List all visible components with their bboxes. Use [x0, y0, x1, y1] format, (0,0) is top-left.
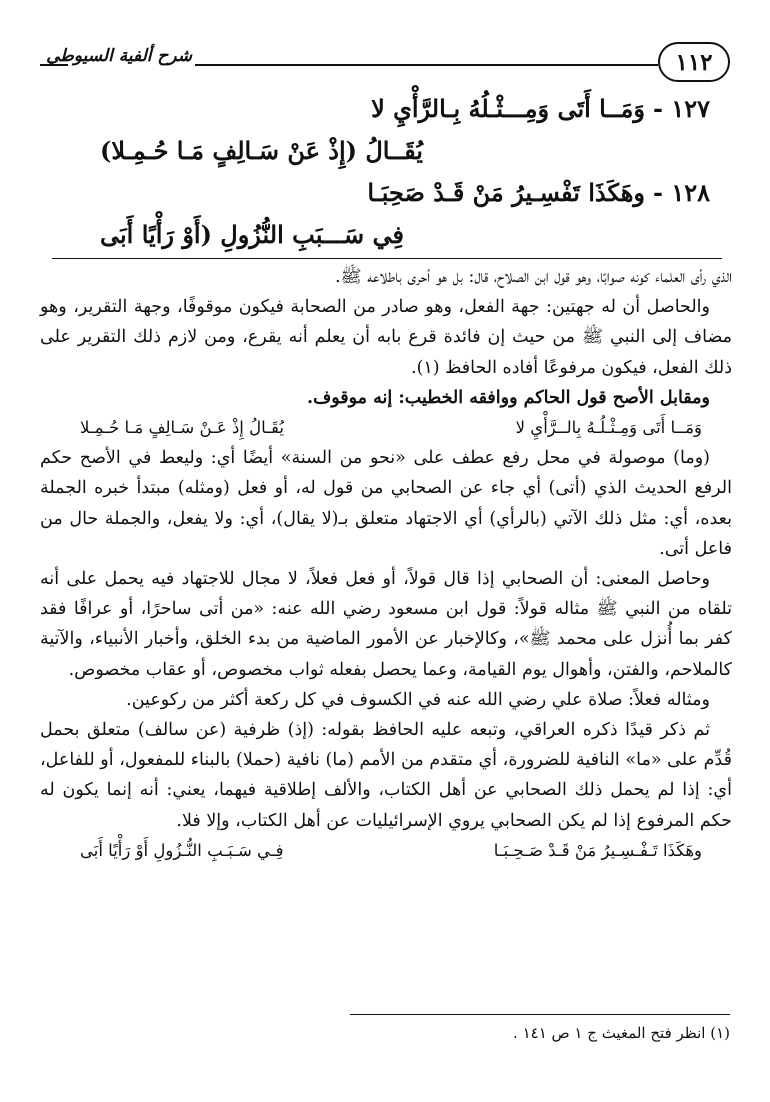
verse-text: يُقَــالُ (إِذْ عَنْ سَـالِفٍ مَـا حُـمِـلا)	[100, 136, 423, 165]
verse-number: ١٢٨ -	[653, 178, 710, 207]
verse-number: ١٢٧ -	[653, 94, 710, 123]
verse-text: وهَكَذَا تَفْسِـيرُ مَنْ قَـدْ صَحِبَـا	[367, 178, 645, 207]
inline-verse-left: يُقَـالُ إِذْ عَـنْ سَـالِفٍ مَـا حُـمِـلا	[80, 418, 284, 438]
verse-text: فِي سَـــبَبِ النُّزُولِ (أَوْ رَأْيًا أَبَى	[100, 220, 404, 249]
footnote-divider	[350, 1014, 730, 1015]
inline-verse-right: وَمَــا أَتَى وَمِـثْـلُـهُ بِالــرَّأْيِ لا	[515, 418, 702, 438]
verse-128-second	[60, 214, 720, 256]
book-title: شرح ألفية السيوطي	[46, 46, 192, 66]
paragraph: الذي رأى العلماء كونه صوابًا، وهو قول ابن الصلاح، قال: بل هو أحرى باطلاعه ﷺ.	[334, 267, 732, 287]
inline-verse	[40, 836, 732, 866]
verse-block	[60, 88, 720, 256]
paragraph: ومقابل الأصح قول الحاكم ووافقه الخطيب: إنه موقوف.	[306, 387, 710, 408]
header-rule	[195, 64, 658, 66]
footnote: (١) انظر فتح المغيث ج ١ ص ١٤١ .	[513, 1024, 730, 1042]
inline-verse-right: وهَكَذَا تَـفْـسِـيرُ مَنْ قَـدْ صَـحِـبَـا	[493, 840, 702, 860]
verse-127-first	[60, 88, 720, 130]
inline-verse	[40, 413, 732, 443]
page-header	[40, 38, 730, 94]
section-divider	[52, 258, 722, 259]
header-title-rule	[40, 64, 68, 66]
paragraph: ومثاله فعلاً: صلاة علي رضي الله عنه في الكسوف في كل ركعة أكثر من ركوعين.	[126, 689, 710, 710]
verse-128-first	[60, 172, 720, 214]
page-number: ١١٢	[658, 42, 730, 82]
paragraph: وحاصل المعنى: أن الصحابي إذا قال قولاً، أو فعل فعلاً، لا مجال للاجتهاد فيه يحمل على أنه تلقاه من النبي ﷺ مثاله قولاً: قول ابن مسعود رضي الله عنه: «من أتى ساحرًا، أو عرافًا فقد كفر بما أُنزل على محمد ﷺ»، وكالإخبار عن الأمور الماضية من بدء الخلق، وأخبار الأنبياء، والآتية كالملاحم، والفتن، وأهوال يوم القيامة، وعما يحصل بفعله ثواب مخصوص، أو عقاب مخصوص.	[40, 569, 732, 680]
paragraph: (وما) موصولة في محل رفع عطف على «نحو من السنة» أيضًا أي: وليعط في الأصح حكم الرفع الحديث الذي (أتى) أي جاء عن الصحابي من قول له، أو فعل (ومثله) مبتدأ خبره الجملة بعده، أي: مثل ذلك الآتي (بالرأي) أي الاجتهاد متعلق بـ(لا يقال)، أي: ولا يفعل، والجملة حال من فاعل أتى.	[40, 448, 732, 559]
paragraph: ثم ذكر قيدًا ذكره العراقي، وتبعه عليه الحافظ بقوله: (إذ) ظرفية (عن سالف) متعلق بحمل قُدِّم على «ما» النافية للضرورة، أي متقدم من الأمم (ما) نافية (حملا) بالبناء للمفعول، أو للفاعل، أي: إذا لم يحمل ذلك الصحابي عن أهل الكتاب، والألف إطلاقية فيهما، يعني: أنه إنما يكون له حكم المرفوع إذا لم يكن الصحابي يروي الإسرائيليات عن أهل الكتاب، وإلا فلا.	[40, 720, 732, 831]
paragraph: والحاصل أن له جهتين: جهة الفعل، وهو صادر من الصحابة فيكون موقوفًا، وجهة التقرير، وهو مضاف إلى النبي ﷺ من حيث إن فائدة قرع بابه أن يعلم أنه يقرع، ومن لازم ذلك التقرير على ذلك الفعل، فيكون مرفوعًا أفاده الحافظ (١).	[40, 297, 732, 378]
verse-127-second	[60, 130, 720, 172]
inline-verse-left: فِـي سَـبَـبِ النُّـزُولِ أَوْ رَأْيًا أَبَى	[80, 840, 284, 860]
verse-text: وَمَــا أَتَى وَمِـــثْـلُهُ بِـالرَّأْيِ لا	[371, 94, 645, 123]
commentary-body	[40, 262, 732, 866]
